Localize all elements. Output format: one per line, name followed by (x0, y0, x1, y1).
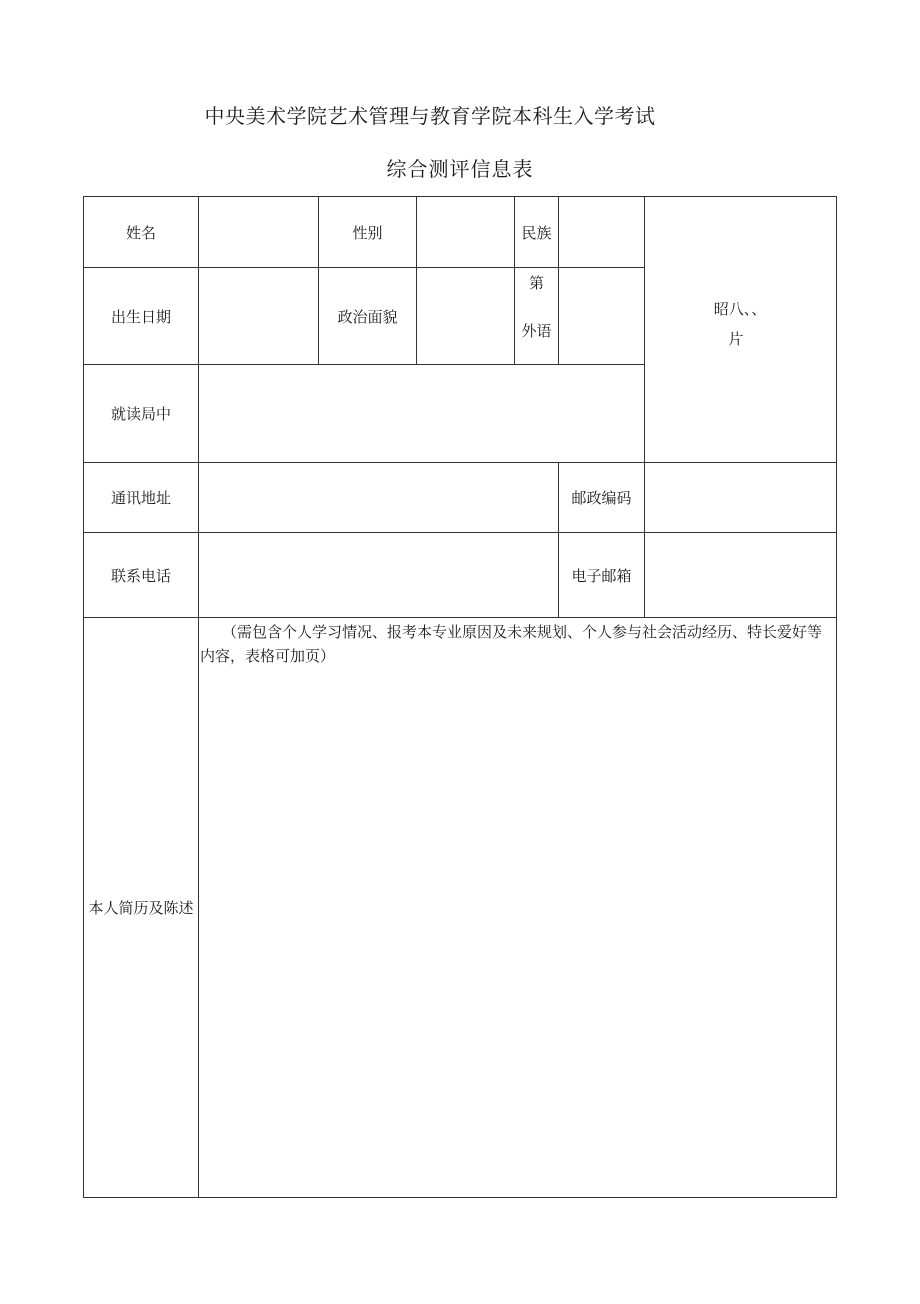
birth-date-field[interactable] (199, 268, 318, 364)
table-border-bottom (83, 1197, 837, 1198)
birth-date-label: 出生日期 (110, 307, 171, 326)
resume-instruction-note: （需包含个人学习情况、报考本专业原因及未来规划、个人参与社会活动经历、特长爱好等内容，表格可加页） (200, 623, 823, 665)
name-field[interactable] (199, 197, 318, 267)
email-field[interactable] (645, 533, 836, 617)
postcode-label: 邮政编码 (571, 489, 632, 507)
gender-field[interactable] (417, 197, 514, 267)
address-field[interactable] (199, 463, 558, 532)
photo-placeholder-text (690, 294, 790, 354)
foreign-language-label-line2: 外语 (521, 321, 552, 340)
ethnicity-field[interactable] (559, 197, 644, 267)
address-label: 通讯地址 (110, 489, 171, 507)
school-field[interactable] (199, 365, 644, 462)
political-status-label: 政治面貌 (337, 307, 398, 326)
political-status-field[interactable] (417, 268, 514, 364)
name-label: 姓名 (125, 223, 156, 242)
resume-label: 本人简历及陈述 (88, 898, 194, 917)
school-label: 就读局中 (110, 405, 171, 423)
email-label: 电子邮箱 (571, 566, 632, 585)
phone-label: 联系电话 (110, 566, 171, 585)
photo-text-line2: 片 (728, 330, 744, 348)
phone-field[interactable] (199, 533, 558, 617)
foreign-language-label-line1: 第 (528, 273, 544, 292)
postcode-field[interactable] (645, 463, 836, 532)
table-border-right (836, 196, 837, 1198)
document-title: 中央美术学院艺术管理与教育学院本科生入学考试 (204, 104, 656, 128)
document-subtitle: 综合测评信息表 (386, 157, 534, 181)
foreign-language-field[interactable] (559, 268, 644, 364)
photo-text-line1: 昭八、、 (713, 300, 767, 318)
ethnicity-label: 民族 (521, 223, 552, 242)
resume-field[interactable] (199, 618, 836, 1197)
gender-label: 性别 (352, 223, 383, 242)
